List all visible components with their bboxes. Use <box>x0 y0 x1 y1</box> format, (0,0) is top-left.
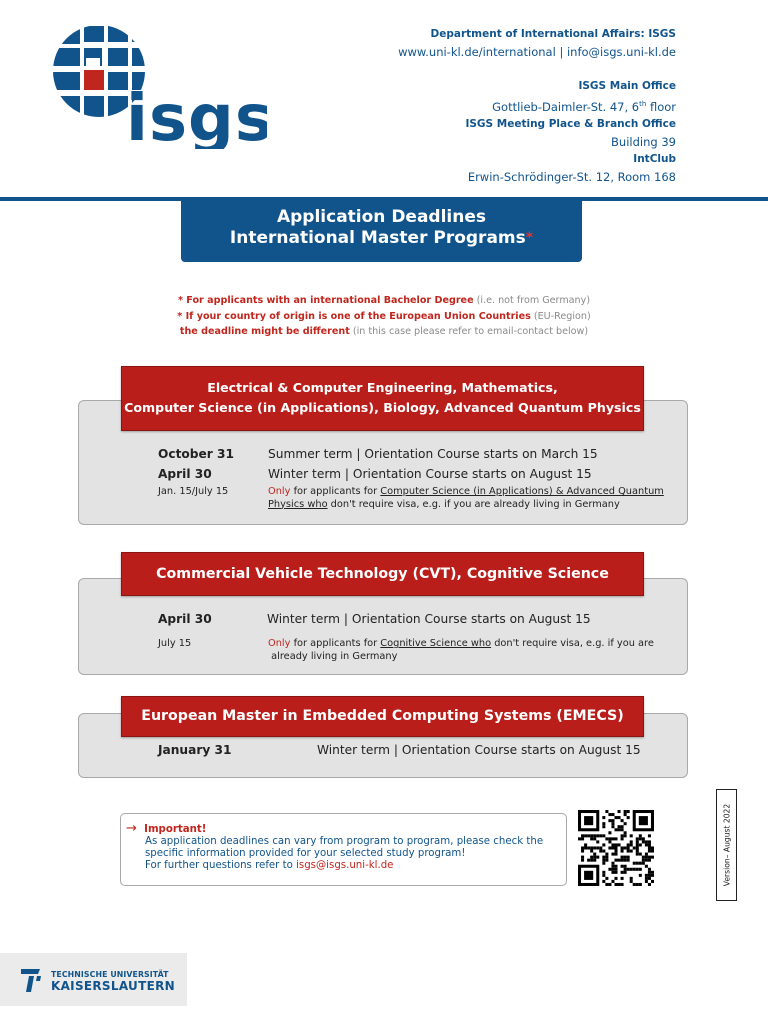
arrow-icon: → <box>126 821 137 836</box>
important-text <box>145 836 565 873</box>
contact-block <box>296 26 676 187</box>
program-header-line1: Electrical & Computer Engineering, Mathematics, <box>207 380 558 395</box>
title-line1: Application Deadlines <box>276 207 487 227</box>
logo-text: isgs <box>126 82 267 149</box>
qr-code[interactable] <box>578 810 654 886</box>
deadline-date: July 15 <box>158 638 192 649</box>
notes-block <box>120 293 648 340</box>
deadline-date: April 30 <box>158 467 212 481</box>
tuk-line2: KAISERSLAUTERN <box>51 979 175 993</box>
office3-title: IntClub <box>633 153 676 166</box>
page-title <box>181 201 582 262</box>
program-header-line2: Computer Science (in Applications), Biology, Advanced Quantum Physics <box>124 400 641 415</box>
deadline-desc: Winter term | Orientation Course starts on August 15 <box>317 743 641 757</box>
important-line3: For further questions refer to isgs@isgs.uni-kl.de <box>145 860 394 872</box>
office3-address: Erwin-Schrödinger-St. 12, Room 168 <box>467 169 676 184</box>
title-line2: International Master Programs* <box>229 228 534 248</box>
deadline-desc: Summer term | Orientation Course starts on March 15 <box>268 447 598 461</box>
qr-code-icon <box>578 810 654 886</box>
contact-email-link[interactable]: isgs@isgs.uni-kl.de <box>296 860 394 872</box>
important-notice <box>120 813 567 886</box>
web-email[interactable]: www.uni-kl.de/international | info@isgs.uni-kl.de <box>398 44 676 59</box>
deadline-desc: Winter term | Orientation Course starts on August 15 <box>267 612 591 626</box>
note-line3: the deadline might be different (in this case please refer to email-contact below) <box>179 326 589 337</box>
program-header-emecs: European Master in Embedded Computing Systems (EMECS) <box>121 696 644 737</box>
deadline-date: Jan. 15/July 15 <box>158 486 229 497</box>
isgs-globe-icon <box>52 24 267 149</box>
note-line2: * If your country of origin is one of the European Union Countries (EU-Region) <box>177 310 591 322</box>
office2-address: Building 39 <box>611 134 676 149</box>
version-label: Version– August 2022 <box>716 789 737 901</box>
important-heading <box>126 823 206 836</box>
tu-kaiserslautern-logo <box>0 953 187 1006</box>
deadline-desc: Only for applicants for Computer Science (in Applications) & Advanced Quantum Physics who don't require visa, e.g. if you are already living in Germany <box>268 486 664 510</box>
program-header-ece <box>121 366 644 431</box>
isgs-logo <box>52 24 267 149</box>
office1-title: ISGS Main Office <box>578 80 676 93</box>
note-line1: * For applicants with an international Bachelor Degree (i.e. not from Germany) <box>177 295 591 306</box>
deadline-desc: Only for applicants for Cognitive Science who don't require visa, e.g. if you are already living in Germany <box>268 638 654 662</box>
important-line1: As application deadlines can vary from program to program, please check the <box>145 836 544 847</box>
deadline-date: October 31 <box>158 447 234 461</box>
office1-address: Gottlieb-Daimler-St. 47, 6th floor <box>492 99 676 114</box>
important-line2: specific information provided for your selected study program! <box>145 848 466 860</box>
deadline-date: January 31 <box>158 743 232 757</box>
program-header-cvt: Commercial Vehicle Technology (CVT), Cognitive Science <box>121 552 644 596</box>
deadline-date: April 30 <box>158 612 212 626</box>
tuk-line1: TECHNISCHE UNIVERSITÄT <box>51 970 169 979</box>
tuk-emblem-icon <box>18 965 48 995</box>
office2-title: ISGS Meeting Place & Branch Office <box>465 118 676 131</box>
department-name: Department of International Affairs: ISGS <box>430 28 676 40</box>
deadline-desc: Winter term | Orientation Course starts on August 15 <box>268 467 592 481</box>
important-label: Important! <box>144 824 207 835</box>
